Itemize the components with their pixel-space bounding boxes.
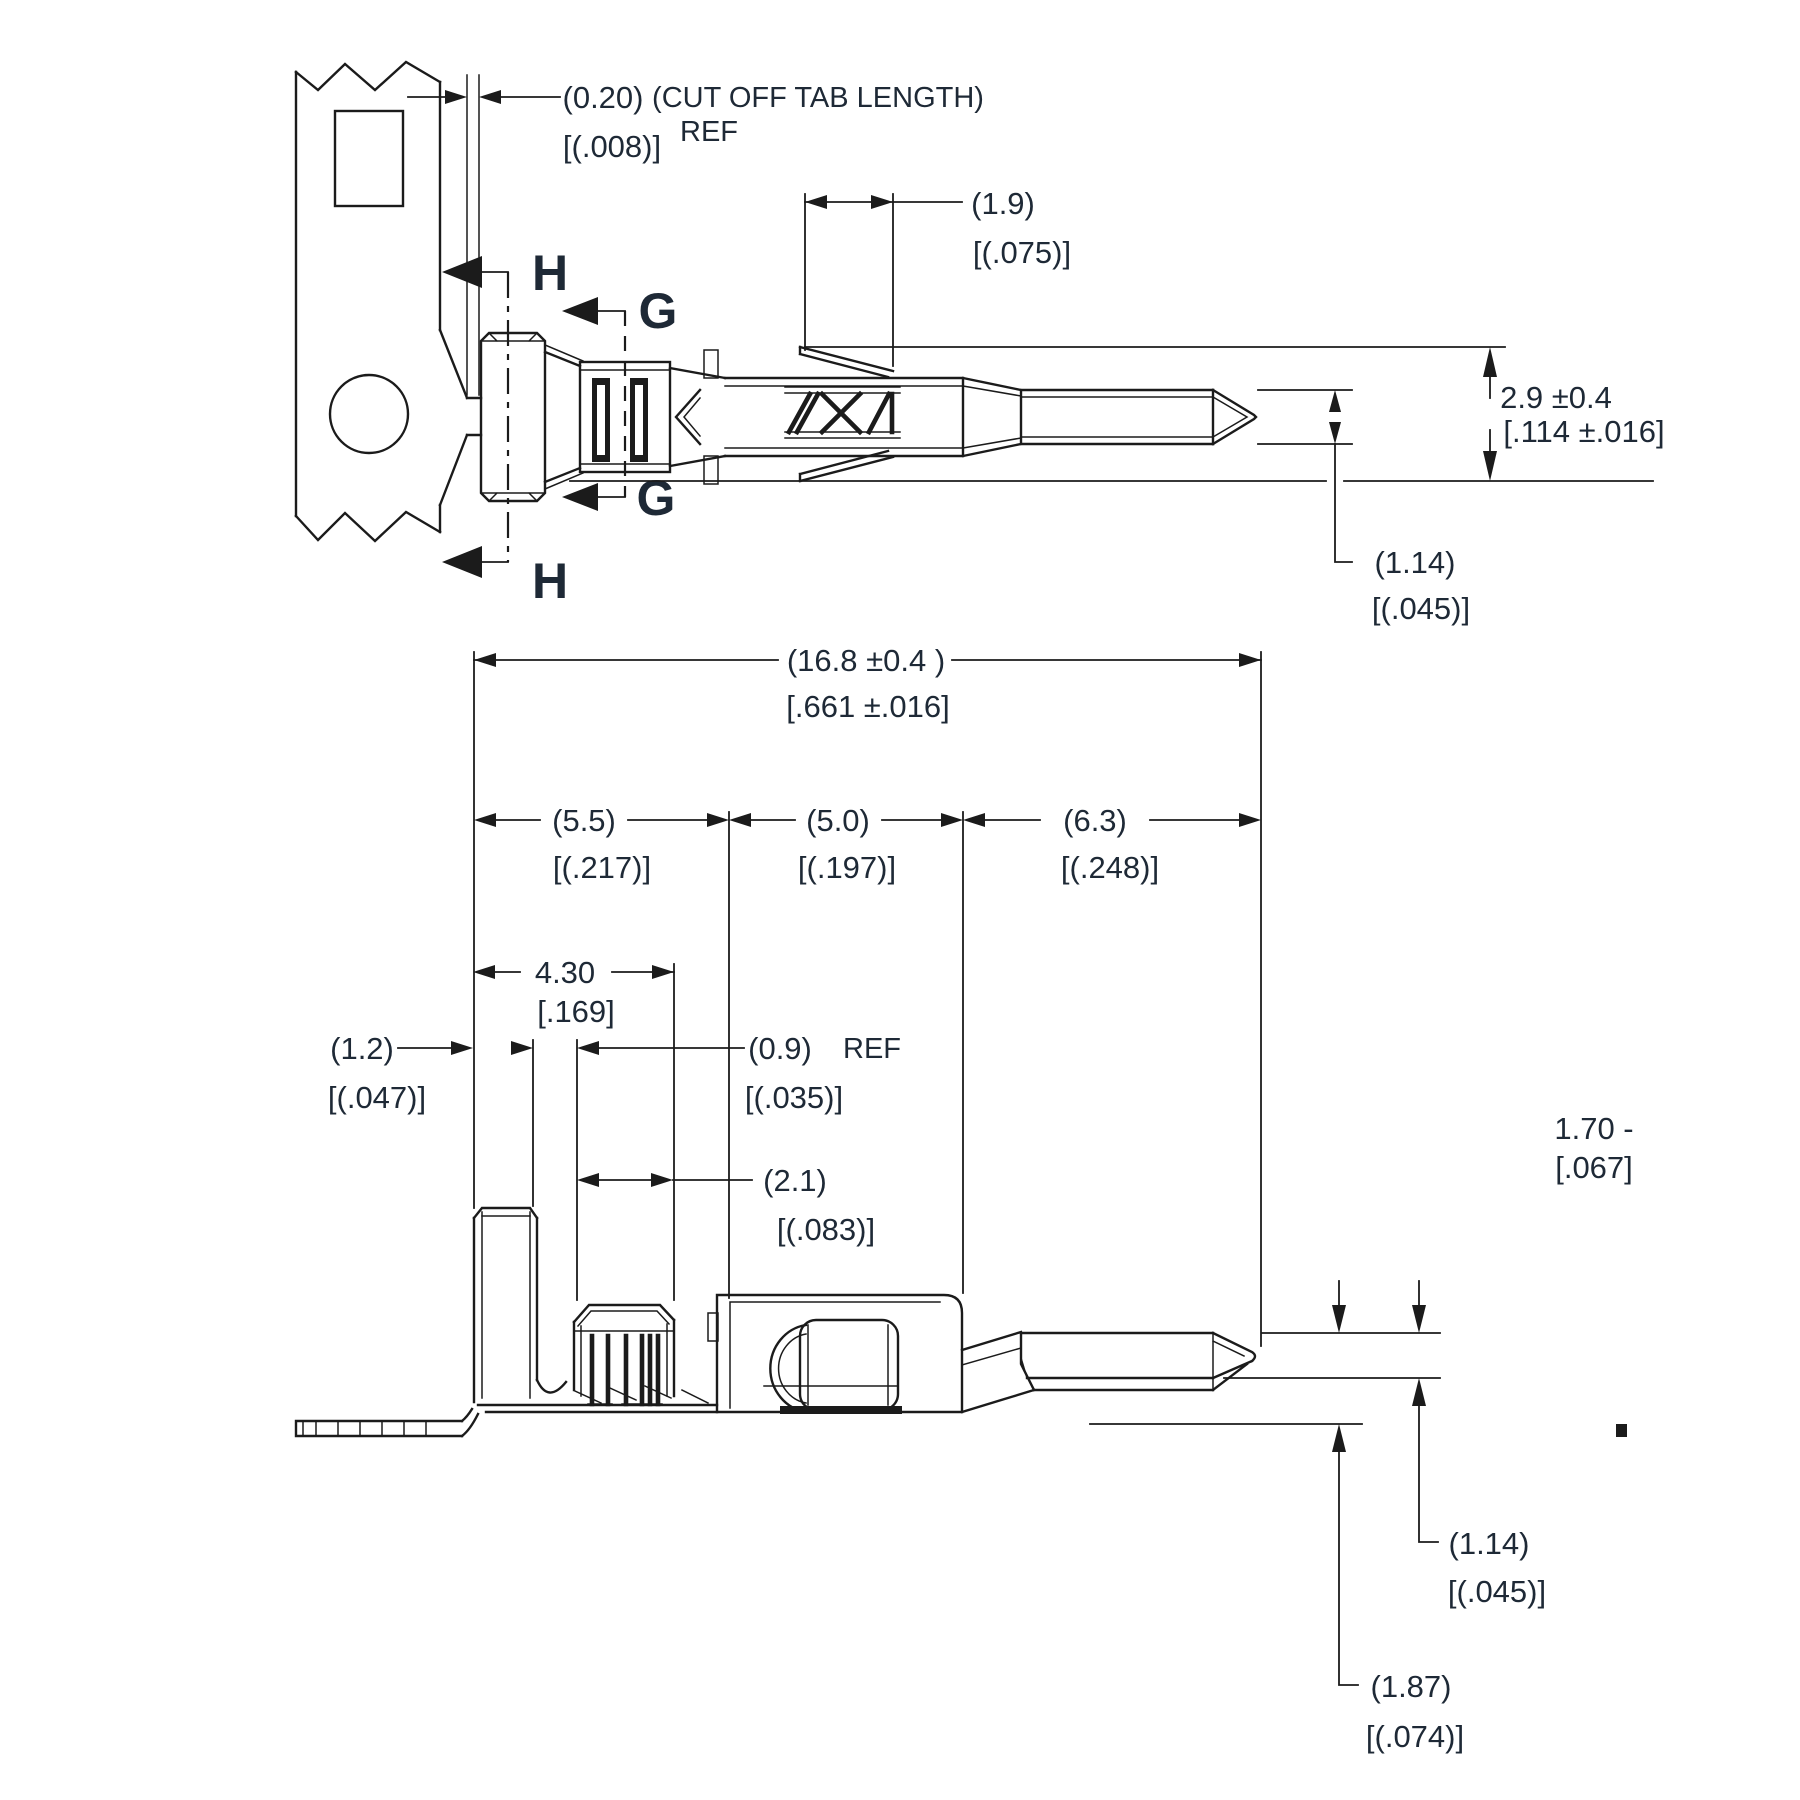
dim-cutoff-ref: REF — [680, 116, 738, 148]
dim-09-inch: [(.035)] — [744, 1080, 844, 1115]
dim-pin-diameter-top — [1258, 390, 1470, 626]
dim-pin-dia-top-inch: [(.045)] — [1371, 591, 1471, 626]
dim-cutoff-inch: [(.008)] — [562, 129, 662, 164]
section-label-g-top: G — [638, 283, 678, 339]
dim-12-inch: [(.047)] — [327, 1080, 427, 1115]
dim-21-inch: [(.083)] — [776, 1212, 876, 1247]
clipped-arrow-mark — [1616, 1424, 1627, 1437]
side-view — [296, 643, 1634, 1754]
pin-tip — [1213, 390, 1256, 444]
insulation-wing-side — [574, 1305, 708, 1404]
dim-430-inch: [.169] — [537, 994, 615, 1029]
top-view — [296, 62, 1665, 626]
section-line-h — [442, 245, 568, 609]
dim-cutoff-note: (CUT OFF TAB LENGTH) — [652, 82, 984, 114]
dim-pin-dia-side-inch: [(.045)] — [1447, 1574, 1547, 1609]
dim-pin-diameter-side — [1090, 1281, 1546, 1609]
dim-seg2-inch: [(.197)] — [797, 850, 897, 885]
dim-seg3-metric: (6.3) — [1063, 803, 1127, 838]
carrier-strip — [296, 62, 481, 541]
dim-430-metric: 4.30 — [534, 955, 596, 990]
dim-overall-height — [570, 347, 1665, 481]
section-label-h-bottom: H — [531, 553, 569, 609]
lance-top — [800, 347, 893, 377]
dim-lance-length — [805, 186, 1071, 366]
carrier-square-hole — [335, 111, 403, 206]
dim-170-inch: [.067] — [1555, 1150, 1633, 1185]
section-label-h-top: H — [531, 245, 569, 301]
dim-seg3-inch: [(.248)] — [1060, 850, 1160, 885]
carrier-tab-strip — [296, 1409, 478, 1436]
dim-crimp-width — [473, 955, 674, 1300]
dim-edge-height — [1554, 1111, 1633, 1437]
dim-pin-dia-top-metric: (1.14) — [1374, 545, 1456, 580]
carrier-round-hole — [330, 375, 408, 453]
dim-187-inch: [(.074)] — [1365, 1719, 1465, 1754]
section-label-g-bottom: G — [636, 470, 676, 526]
body-lattice — [785, 387, 900, 438]
dim-seg1-inch: [(.217)] — [552, 850, 652, 885]
dim-cutoff-metric: (0.20) — [562, 80, 644, 115]
dim-length-inch: [.661 ±.016] — [786, 689, 950, 724]
dim-170-metric: 1.70 - — [1554, 1111, 1634, 1146]
dim-serration — [577, 1163, 875, 1247]
wire-wing-side — [474, 1208, 566, 1402]
dim-height-inch: [.114 ±.016] — [1503, 414, 1665, 449]
dim-pin-dia-side-metric: (1.14) — [1448, 1526, 1530, 1561]
dim-height-metric: 2.9 ±0.4 — [1500, 380, 1612, 415]
dim-lance-metric: (1.9) — [971, 186, 1035, 221]
dim-09-metric: (0.9) — [748, 1031, 812, 1066]
dim-187-metric: (1.87) — [1370, 1669, 1452, 1704]
dim-pin-offset — [1332, 1424, 1464, 1754]
terminal-top-view — [481, 333, 1256, 501]
dim-seg1-metric: (5.5) — [552, 803, 616, 838]
pin-shaft — [1021, 390, 1213, 444]
dim-length-metric: (16.8 ±0.4 ) — [786, 643, 946, 678]
contact-box-side — [708, 1295, 962, 1414]
wire-crimp-barrel — [481, 333, 545, 501]
dim-09-ref: REF — [843, 1033, 901, 1065]
dim-seg2-metric: (5.0) — [806, 803, 870, 838]
dim-12-metric: (1.2) — [330, 1031, 394, 1066]
cutoff-tab-edge — [467, 75, 479, 395]
terminal-side-view — [296, 1208, 1255, 1436]
dim-cutoff-tab — [408, 80, 984, 164]
dim-21-metric: (2.1) — [763, 1163, 827, 1198]
dim-lance-inch: [(.075)] — [972, 235, 1072, 270]
pin-side — [1021, 1333, 1255, 1390]
